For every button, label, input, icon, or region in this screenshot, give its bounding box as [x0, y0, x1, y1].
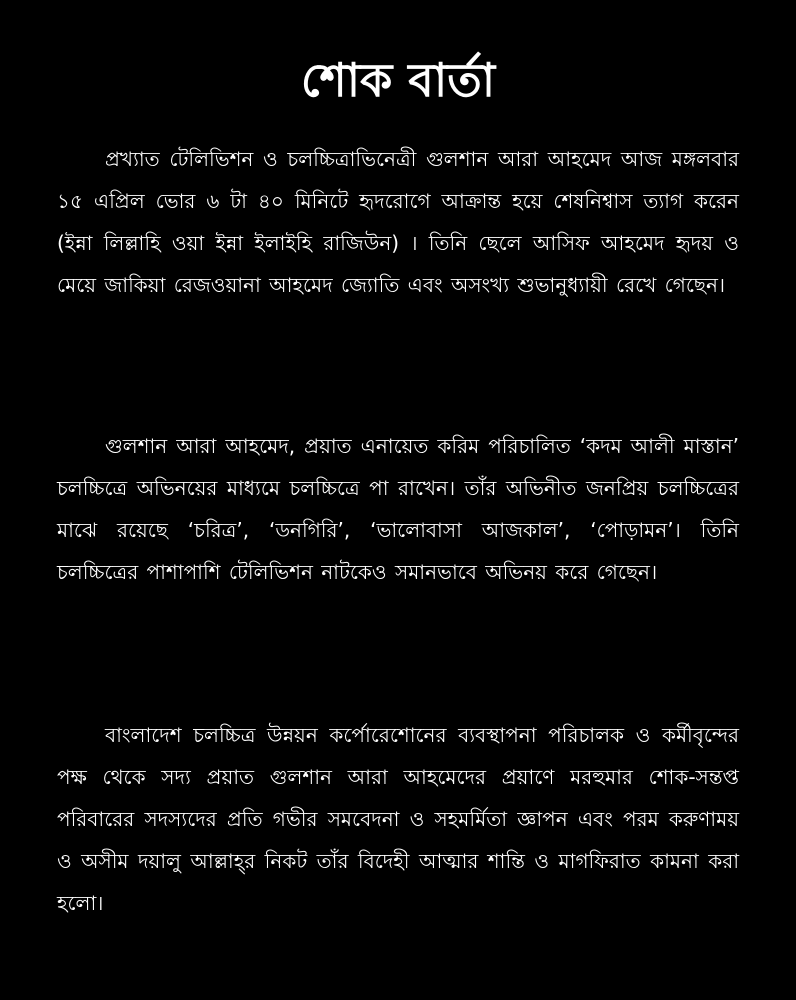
- notice-paragraph-2: গুলশান আরা আহমেদ, প্রয়াত এনায়েত করিম পরিচালিত ‘কদম আলী মাস্তান’ চলচ্চিত্রে অভিনয়ের মাধ্যমে চলচ্চিত্রে পা রাখেন। তাঁর অভিনীত জনপ্রিয় চলচ্চিত্রের মাঝে রয়েছে ‘চরিত্র’, ‘ডনগিরি’, ‘ভালোবাসা আজকাল’, ‘পোড়ামন’। তিনি চলচ্চিত্রের পাশাপাশি টেলিভিশন নাটকেও সমানভাবে অভিনয় করে গেছেন।: [57, 434, 739, 584]
- notice-paragraph-1: প্রখ্যাত টেলিভিশন ও চলচ্চিত্রাভিনেত্রী গুলশান আরা আহমেদ আজ মঙ্গলবার ১৫ এপ্রিল ভোর ৬ টা ৪০ মিনিটে হৃদরোগে আক্রান্ত হয়ে শেষনিশ্বাস ত্যাগ করেন (ইন্না লিল্লাহি ওয়া ইন্না ইলাইহি রাজিউন) । তিনি ছেলে আসিফ আহমেদ হৃদয় ও মেয়ে জাকিয়া রেজওয়ানা আহমেদ জ্যোতি এবং অসংখ্য শুভানুধ্যায়ী রেখে গেছেন।: [57, 147, 739, 297]
- notice-title: শোক বার্তা: [300, 53, 496, 107]
- notice-paragraph-3: বাংলাদেশ চলচ্চিত্র উন্নয়ন কর্পোরেশোনের ব্যবস্থাপনা পরিচালক ও কর্মীবৃন্দের পক্ষ থেকে সদ্য প্রয়াত গুলশান আরা আহমেদের প্রয়াণে মরহুমার শোক-সন্তপ্ত পরিবারের সদস্যদের প্রতি গভীর সমবেদনা ও সহমর্মিতা জ্ঞাপন এবং পরম করুণাময় ও অসীম দয়ালু আল্লাহ্‌র নিকট তাঁর বিদেহী আত্মার শান্তি ও মাগফিরাত কামনা করা হলো।: [57, 723, 739, 915]
